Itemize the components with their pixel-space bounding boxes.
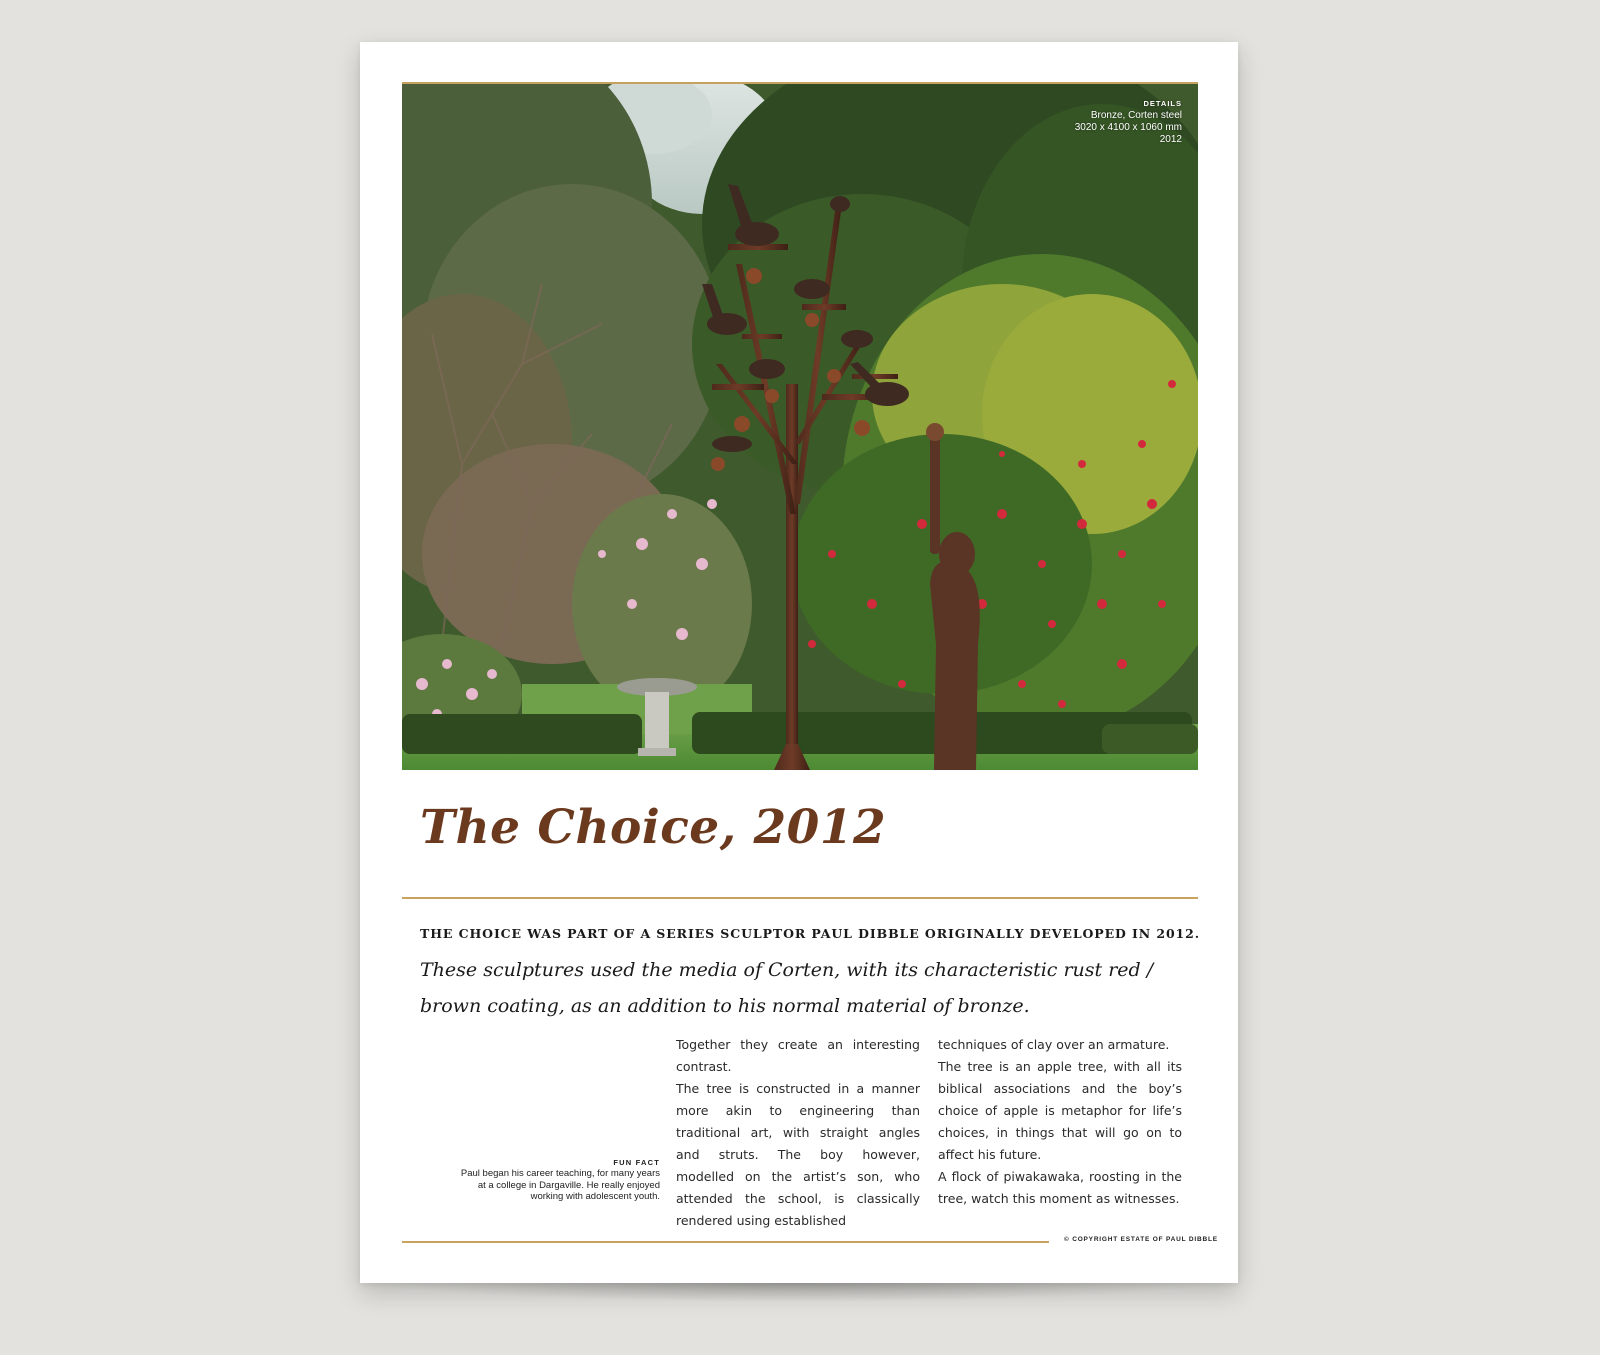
fun-fact-text: Paul began his career teaching, for many years at a college in Dargaville. He really enjoyed working with adolescent youth.	[460, 1168, 660, 1202]
bottom-gold-rule	[402, 1241, 1049, 1243]
details-dimensions: 3020 x 4100 x 1060 mm	[1074, 122, 1182, 133]
body-paragraph: Together they create an interesting contrast.	[676, 1037, 920, 1074]
body-column-2	[938, 1034, 1182, 1210]
fun-fact-sidebar	[460, 1158, 660, 1203]
details-year: 2012	[1159, 134, 1182, 145]
body-column-1	[676, 1034, 920, 1232]
copyright-notice: © COPYRIGHT ESTATE OF PAUL DIBBLE	[1064, 1236, 1218, 1243]
lead-caps-sentence: THE CHOICE WAS PART OF A SERIES SCULPTOR PAUL DIBBLE ORIGINALLY DEVELOPED IN 2012.	[420, 926, 1200, 941]
body-paragraph: techniques of clay over an armature.	[938, 1037, 1170, 1052]
body-paragraph: The tree is constructed in a manner more akin to engineering than traditional art, with straight angles and struts. The boy however, modelled on the artist’s son, who attended the school, is classically rendered using established	[676, 1081, 920, 1228]
sculpture-photo	[402, 84, 1198, 770]
page-title: The Choice, 2012	[420, 800, 887, 855]
fun-fact-label: FUN FACT	[613, 1158, 660, 1167]
body-paragraph: A flock of piwakawaka, roosting in the tree, watch this moment as witnesses.	[938, 1169, 1182, 1206]
body-paragraph: The tree is an apple tree, with all its biblical associations and the boy’s choice of apple is metaphor for life’s choices, in things that will go on to affect his future.	[938, 1059, 1182, 1162]
document-page	[360, 42, 1238, 1283]
lead-italic-paragraph: These sculptures used the media of Corten, with its characteristic rust red / brown coating, as an addition to his normal material of bronze.	[420, 959, 1154, 1017]
details-label: DETAILS	[1143, 99, 1182, 108]
middle-gold-rule	[402, 897, 1198, 899]
details-material: Bronze, Corten steel	[1090, 110, 1182, 121]
details-caption	[1075, 98, 1182, 146]
